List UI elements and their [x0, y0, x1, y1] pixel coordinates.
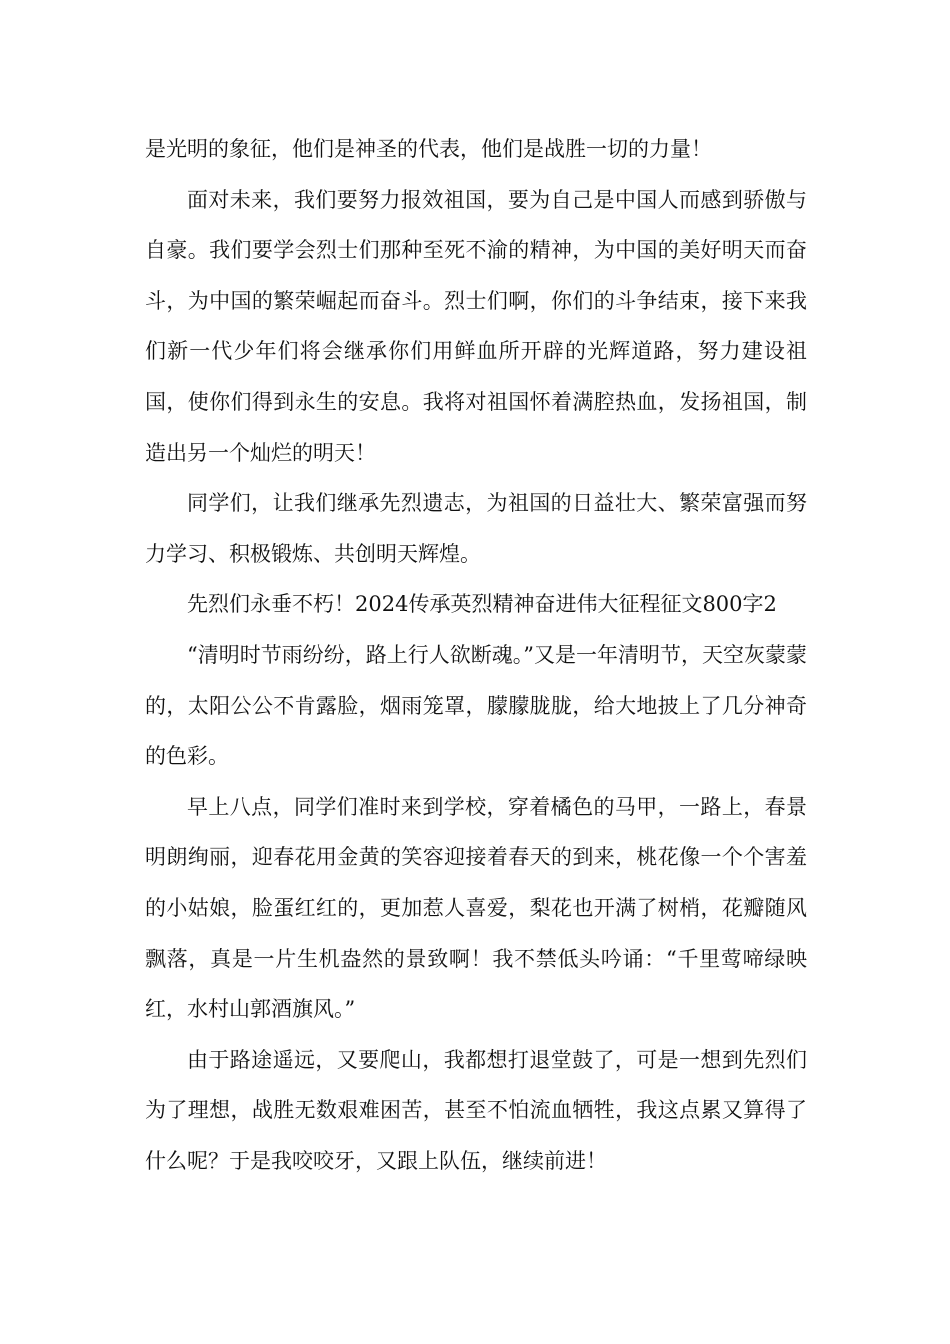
paragraph-3: 同学们，让我们继承先烈遗志，为祖国的日益壮大、繁荣富强而努力学习、积极锻炼、共创明天辉煌。 [145, 491, 807, 566]
paragraph-5: 早上八点，同学们准时来到学校，穿着橘色的马甲，一路上，春景明朗绚丽，迎春花用金黄的笑容迎接着春天的到来，桃花像一个个害羞的小姑娘，脸蛋红红的，更加惹人喜爱，梨花也开满了树梢，花瓣随风飘落，真是一片生机盎然的景致啊！我不禁低头吟诵：“千里莺啼绿映红，水村山郭酒旗风。” [145, 794, 807, 1022]
paragraph-1: 是光明的象征，他们是神圣的代表，他们是战胜一切的力量！ [145, 137, 712, 161]
paragraph-6: 由于路途遥远，又要爬山，我都想打退堂鼓了，可是一想到先烈们为了理想，战胜无数艰难困苦，甚至不怕流血牺牲，我这点累又算得了什么呢？于是我咬咬牙，又跟上队伍，继续前进！ [145, 1047, 807, 1173]
document-body [145, 124, 807, 1186]
paragraph-2: 面对未来，我们要努力报效祖国，要为自己是中国人而感到骄傲与自豪。我们要学会烈士们那种至死不渝的精神，为中国的美好明天而奋斗，为中国的繁荣崛起而奋斗。烈士们啊，你们的斗争结束，接下来我们新一代少年们将会继承你们用鲜血所开辟的光辉道路，努力建设祖国，使你们得到永生的安息。我将对祖国怀着满腔热血，发扬祖国，制造出另一个灿烂的明天！ [145, 187, 807, 465]
section-heading: 先烈们永垂不朽！2024传承英烈精神奋进伟大征程征文800字2 [187, 592, 777, 617]
paragraph-4: “清明时节雨纷纷，路上行人欲断魂。”又是一年清明节，天空灰蒙蒙的，太阳公公不肯露脸，烟雨笼罩，朦朦胧胧，给大地披上了几分神奇的色彩。 [145, 642, 807, 769]
